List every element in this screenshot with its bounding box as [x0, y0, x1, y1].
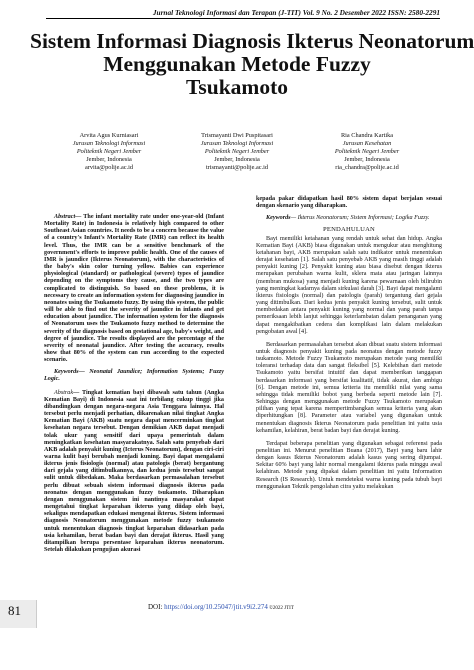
kata-kunci-text: — Ikterus Neonatorum; Sistem Informasi; Logika Fuzzy. [290, 215, 430, 222]
kata-kunci-label: Keywords [266, 215, 291, 222]
paragraph-3: Terdapat beberapa penelitian yang digunakan sebagai referensi pada penelitian ini. Menurut penelitian Buana (2017), Bayi yang baru lahir dengan kasus Ikterus Neonatorum adalah kasus yang sering dijumpai. Sekitar 60% bayi yang lahir normal mengalami ikterus pada minggu awal kelahiran. Metode yang dipakai dalam penelitian ini yaitu Information Research (IS Research). Untuk mendeteksi warna kuning pada tubuh bayi menggunakan Teknik pengolahan citra yaitu melakukan [256, 440, 442, 490]
author-department: Jurusan Teknologi Informasi [72, 140, 146, 147]
doi-label: DOI: [148, 603, 165, 611]
author-email[interactable]: arvita@polije.ac.id [84, 164, 134, 171]
abstract-label: Abstract [54, 214, 76, 220]
indonesian-keywords [256, 215, 442, 222]
doi-link[interactable]: https://doi.org/10.25047/jtit.v9i2.274 [164, 603, 268, 611]
indonesian-abstract [44, 390, 224, 555]
author-department: Jurusan Kesehatan [342, 140, 392, 147]
author-institution: Politeknik Negeri Jember [204, 148, 270, 155]
copyright: ©2022 JTIT [267, 606, 294, 611]
keywords-text: — Neonatal Jaundice; Information Systems; Fuzzy Logic. [44, 369, 224, 383]
footer [148, 603, 294, 611]
author-city: Jember, Indonesia [344, 156, 390, 163]
section-heading: PENDAHULUAN [322, 226, 376, 234]
author-2 [162, 132, 312, 172]
author-institution: Politeknik Negeri Jember [334, 148, 400, 155]
title-line-1: Sistem Informasi Diagnosis Ikterus Neonatorum [30, 29, 474, 53]
title-line-2: Menggunakan Metode Fuzzy [103, 52, 371, 76]
keywords-label: Keywords [54, 369, 79, 376]
author-name: Ria Chandra Kartika [340, 132, 394, 139]
english-abstract [44, 214, 224, 364]
title-line-3: Tsukamoto [186, 75, 288, 99]
author-3 [292, 132, 442, 172]
paper-title [30, 29, 474, 99]
page-number: 81 [8, 603, 21, 618]
author-name: Trismayanti Dwi Puspitasari [201, 132, 273, 139]
author-department: Jurusan Teknologi Informasi [200, 140, 274, 147]
right-column [256, 196, 442, 491]
author-city: Jember, Indonesia [86, 156, 132, 163]
abstract-text: — The infant mortality rate under one-year-old (Infant Mortality Rate) in Indonesia is relatively high compared to other Southeast Asian countries. It needs to be a concern because the value of a country's Infant's Mortality Rate (IMR) can reflect its health level. Thus, the IMR can be a sensitive benchmark of the government's efforts to improve public health. One of the causes of IMR is jaundice (Ikterus Neonatorum), with the characteristics of the baby's skin color turning yellow. Babies can experience physiological (standard) or pathological (severe) types of jaundice depending on the symptoms they cause, and the two types are complicated to distinguish. So based on these problems, it is necessary to create an information system for diagnosing jaundice in neonates using the Tsukamoto fuzzy. By using this system, the public will be able to find out the severity of jaundice in infants and get education about jaundice. The information system for the diagnosis of Neonatorum uses the Tsukamoto fuzzy method to determine the severity of the diagnosis based on gestational age, baby's weight, and degree of jaundice. The results displayed are the percentage of the severity of neonatal jaundice. After testing the accuracy, results show that 80% of the system can run according to the expected scenario. [44, 214, 224, 364]
left-column [44, 214, 224, 554]
author-email[interactable]: trismayanti@polije.ac.id [205, 164, 269, 171]
abstrak-label: Abstrak [54, 389, 74, 396]
journal-header: Jurnal Teknologi Informasi dan Terapan (J-TIT) Vol. 9 No. 2 Desember 2022 ISSN: 2580-2291 [46, 8, 440, 19]
abstrak-text: — Tingkat kematian bayi dibawah satu tahun (Angka Kematian Bayi) di Indonesia saat ini terbilang cukup tinggi jika dibandingkan dengan negara-negara Asia Tenggara lainnya. Hal tersebut perlu menjadi perhatian, dikarenakan nilai tingkat Angka Kematian Bayi (AKB) suatu negara dapat mencerminkan tingkat kesehatan negara tersebut. Dengan demikian AKB dapat menjadi tolak ukur yang sensitif dari upaya pemerintah dalam meningkatkan kesehatan masyarakatnya. Salah satu penyebab dari AKB adalah penyakit kuning (Icterus Neonatorum), dengan ciri-ciri warna kulit bayi berubah menjadi kuning. Bayi dapat mengalami ikterus jenis fisiologis (normal) atau patologis (berat) bergantung dari gejala yang ditimbulkannya, dan kedua jenis tersebut sangat sulit untuk dibedakan. Maka berdasarkan permasalahan tersebut perlu dibuat sebuah sistem informasi diagnosis ikterus pada neonatus dengan menggunakan fuzzy tsukamoto. Diharapkan dengan menggunakan sistem ini nantinya masyarakat dapat mengetahui tingkat keparahan ikterus yang diidap oleh bayi, sekaligus mendapatkan edukasi mengenai ikterus. Sistem informasi diagnosis Neonatorum menggunakan metode fuzzy tsukamoto untuk menentukan diagnosis tingkat keparahan didasarkan pada usia kehamilan, berat badan bayi dan derajat ikterus. Hasil yang ditampilkan berupa persentase keparahan ikterus neonatorum. Setelah dilakukan pengujian akurasi [44, 389, 224, 554]
author-city: Jember, Indonesia [214, 156, 260, 163]
abstrak-continuation: kepada pakar didapatkan hasil 80% sistem dapat berjalan sesuai dengan skenario yang diharapkan. [256, 196, 442, 210]
paragraph-1: Bayi memiliki ketahanan yang rendah untuk sehat dan hidup. Angka Kematian Bayi (AKB) biasa digunakan untuk mengukur atau menghitung ketahanan bayi, AKB merupakan salah satu indikator untuk menentukan derajat kesehatan [1]. Salah satu penyebab AKB yang masih tinggi adalah penyakit kuning [2]. Penyakit kuning atau biasa disebut dengan ikterus merupakan perubahan warna kulit, sklera mata atau jaringan lainnya (membran mukosa) yang menjadi kuning karena pewarnaan oleh bilirubin yang meningkat kadarnya dalam sirkulasi darah [3]. Bayi dapat mengalami ikterus fisiologis (normal) dan patologis (parah) tergantung dari gejala yang ditimbulkan. Dari kedua jenis penyakit kuning tersebut, sulit untuk membedakan antara penyakit kuning yang normal dan yang parah tanpa pemeriksaan lebih lanjut sehingga keterlambatan dalam penanganan yang dapat mengakibatkan cedera dan komplikasi lain dalam melakukan pengobatan awal [4]. [256, 235, 442, 335]
author-institution: Politeknik Negeri Jember [76, 148, 142, 155]
author-name: Arvita Agus Kurniasari [79, 132, 139, 139]
paragraph-2: Berdasarkan permasalahan tersebut akan dibuat suatu sistem informasi untuk diagnosis penyakit kuning pada neonatus dengan metode fuzzy tsukamoto. Metode Fuzzy Tsukamoto merupakan metode yang memiliki toleransi terhadap data dan sangat fleksibel [5]. Kelebihan dari metode Tsukamoto yaitu bersifat intuitif dan dapat memberikan tanggapan berdasarkan informasi yang bersifat kualitatif, tidak akurat, dan ambigu [6]. Dengan metode ini, semua kriteria itu memiliki nilai yang sama sehingga tidak memiliki bobot yang berbeda seperti metode lain [7]. Sehingga dengan menggunakan metode Fuzzy Tsukamoto merupakan pilihan yang tepat karena mempertimbangkan semua kriteria yang akan diperhitungkan [8]. Parameter atau variabel yang digunakan untuk menentukan diagnosis Ikterus Neonatorum pada penelitian ini yaitu usia kehamilan, kelahiran, berat badan bayi dan derajat kuning. [256, 341, 442, 434]
english-keywords [44, 369, 224, 383]
author-email[interactable]: ria_chandra@polije.ac.id [335, 164, 399, 171]
